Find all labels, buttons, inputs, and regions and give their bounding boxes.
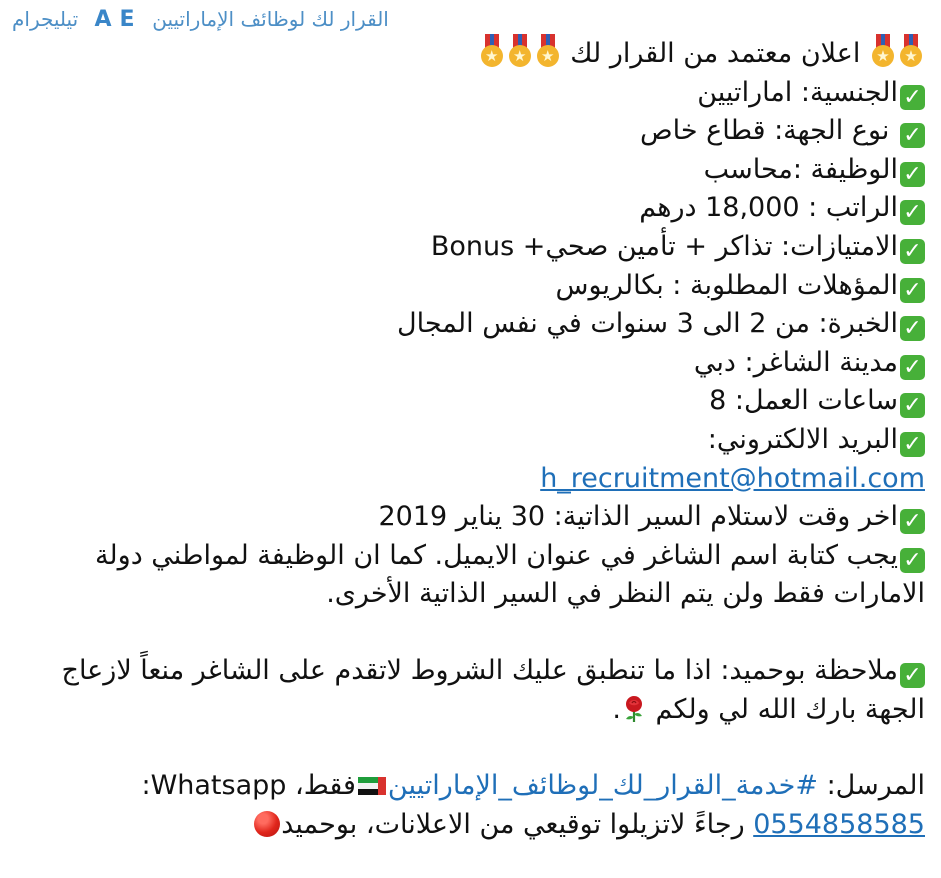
check-mark-icon: ✓ [900,123,925,148]
job-field-nationality [8,74,925,113]
deadline-text: اخر وقت لاستلام السير الذاتية: 30 يناير 2019 [378,501,898,533]
check-mark-icon: ✓ [900,509,925,534]
check-mark-icon: ✓ [900,162,925,187]
phone-link[interactable]: 0554858585 [753,808,925,840]
channel-header[interactable] [8,4,925,34]
job-field-employer-type [8,112,925,151]
red-circle-icon [254,811,280,837]
channel-letter-e: E [119,7,135,32]
sender-label: المرسل: [818,770,925,802]
paragraph-spacer [8,729,925,767]
job-field-benefits [8,228,925,267]
check-mark-icon: ✓ [900,663,925,688]
instruction-text: يجب كتابة اسم الشاغر في عنوان الايميل. كما ان الوظيفة لمواطني دولة الامارات فقط ولن يتم النظر في السير الذاتية الأخرى. [94,539,925,610]
job-field-experience [8,305,925,344]
job-field-email-label [8,421,925,460]
job-field-text: الامتيازات: تذاكر + تأمين صحي+ Bonus [430,230,898,262]
job-field-text: المؤهلات المطلوبة : بكالريوس [555,269,898,301]
note-end: . [612,693,621,725]
check-mark-icon: ✓ [900,316,925,341]
job-field-position [8,151,925,190]
note-paragraph [8,652,925,729]
job-field-text: الخبرة: من 2 الى 3 سنوات في نفس المجال [397,308,898,340]
channel-platform: تيليجرام [12,7,79,31]
post-body [8,34,925,844]
military-medal-icon: ★ [479,34,505,68]
job-field-qualifications [8,267,925,306]
job-field-text: نوع الجهة: قطاع خاص [639,115,898,147]
signature-line [8,806,925,845]
check-mark-icon: ✓ [900,278,925,303]
job-field-text: الراتب : 18,000 درهم [639,192,898,224]
military-medal-icon: ★ [870,34,896,68]
check-mark-icon: ✓ [900,432,925,457]
job-field-text: مدينة الشاغر: دبي [693,346,898,378]
channel-name[interactable]: القرار لك لوظائف الإماراتيين [152,7,389,31]
job-field-salary [8,189,925,228]
military-medal-icon: ★ [507,34,533,68]
email-line [8,460,925,499]
sender-hashtag-link[interactable]: #خدمة_القرار_لك_لوظائف_الإماراتيين [387,770,818,802]
job-field-text: الجنسية: اماراتيين [697,76,898,108]
check-mark-icon: ✓ [900,393,925,418]
sender-suffix: فقط، Whatsapp: [141,770,356,802]
uae-flag-icon [358,777,386,795]
channel-letters [91,7,147,32]
sender-line [8,767,925,806]
military-medal-icon: ★ [535,34,561,68]
channel-letter-a: A [94,7,112,32]
note-text: ملاحظة بوحميد: اذا ما تنطبق عليك الشروط لاتقدم على الشاغر منعاً لازعاج الجهة بارك الله لي ولكم [61,654,925,725]
instruction-paragraph [8,537,925,614]
job-field-text: البريد الالكتروني: [707,423,898,455]
paragraph-spacer [8,614,925,652]
check-mark-icon: ✓ [900,200,925,225]
check-mark-icon: ✓ [900,239,925,264]
check-mark-icon: ✓ [900,85,925,110]
closing-text: رجاءً لاتزيلوا توقيعي من الاعلانات، بوحميد [281,808,754,840]
rose-icon [621,695,647,723]
deadline-line [8,498,925,537]
job-field-hours [8,382,925,421]
email-link[interactable]: h_recruitment@hotmail.com [540,462,925,494]
job-field-text: الوظيفة :محاسب [703,153,898,185]
check-mark-icon: ✓ [900,355,925,380]
post-title-text: اعلان معتمد من القرار لك [570,38,861,69]
military-medal-icon: ★ [898,34,924,68]
check-mark-icon: ✓ [900,548,925,573]
post-title [8,34,925,74]
job-field-text: ساعات العمل: 8 [709,385,898,417]
job-field-city [8,344,925,383]
